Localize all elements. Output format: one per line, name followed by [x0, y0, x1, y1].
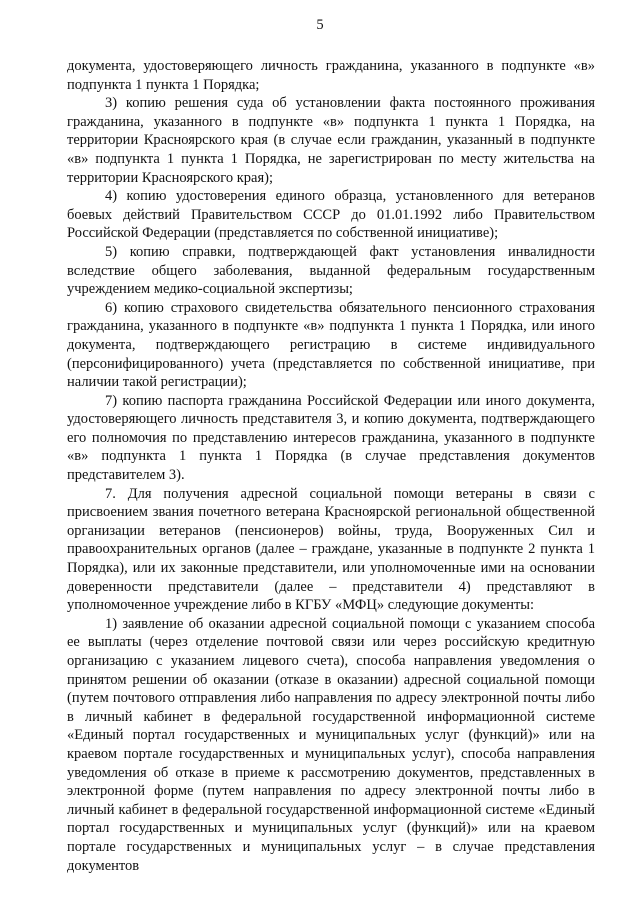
paragraph: 5) копию справки, подтверждающей факт установления инвалидности вследствие общего заболевания, выданной федеральным государственным учреждением медико-социальной экспертизы;: [67, 243, 595, 298]
paragraph: 4) копию удостоверения единого образца, установленного для ветеранов боевых действий Правительством СССР до 01.01.1992 либо Правительством Российской Федерации (представляется по собственной инициативе);: [67, 188, 595, 242]
paragraph: 7) копию паспорта гражданина Российской Федерации или иного документа, удостоверяющего личность представителя 3, и копию документа, подтверждающего его полномочия по представлению интересов гражданина, указанного в подпункте «в» подпункта 1 пункта 1 Порядка (в случае представления документов представителем 3).: [67, 392, 595, 484]
page-number: 5: [316, 17, 324, 33]
paragraph: 6) копию страхового свидетельства обязательного пенсионного страхования гражданина, указанного в подпункте «в» подпункта 1 пункта 1 Порядка, или иного документа, подтверждающего регистрацию в системе индивидуального (персонифицированного) учета (представляется по собственной инициативе, при наличии такой регистрации);: [67, 299, 595, 391]
paragraph: документа, удостоверяющего личность гражданина, указанного в подпункте «в» подпункта 1 пункта 1 Порядка;: [67, 58, 595, 93]
document-body: [67, 57, 595, 875]
paragraph: 3) копию решения суда об установлении факта постоянного проживания гражданина, указанного в подпункте «в» подпункта 1 пункта 1 Порядка, на территории Красноярского края (в случае если гражданин, указанный в подпункте «в» подпункта 1 пункта 1 Порядка, не зарегистрирован по месту жительства на территории Красноярского края);: [67, 95, 595, 186]
paragraph: 1) заявление об оказании адресной социальной помощи с указанием способа ее выплаты (через отделение почтовой связи или через российскую кредитную организацию с указанием лицевого счета), способа направления уведомления о принятом решении об оказании (отказе в оказании) адресной социальной помощи (путем почтового отправления либо направления по адресу электронной почты либо в личный кабинет в федеральной государственной информационной системе «Единый портал государственных и муниципальных услуг (функций)» или на краевом портале государственных и муниципальных услуг), способа направления уведомления об отказе в приеме к рассмотрению документов, представленных в электронной форме (путем направления по адресу электронной почты либо в личный кабинет в федеральной государственной информационной системе «Единый портал государственных и муниципальных услуг (функций)» или на краевом портале государственных и муниципальных услуг – в случае представления документов: [67, 615, 595, 874]
paragraph: 7. Для получения адресной социальной помощи ветераны в связи с присвоением звания почетного ветерана Красноярской региональной общественной организации ветеранов (пенсионеров) войны, труда, Вооруженных Сил и правоохранительных органов (далее – граждане, указанные в подпункте 2 пункта 1 Порядка), или их законные представители, или уполномоченные ими на основании доверенности представители (далее – представители 4) представляют в уполномоченное учреждение либо в КГБУ «МФЦ» следующие документы:: [67, 485, 595, 614]
